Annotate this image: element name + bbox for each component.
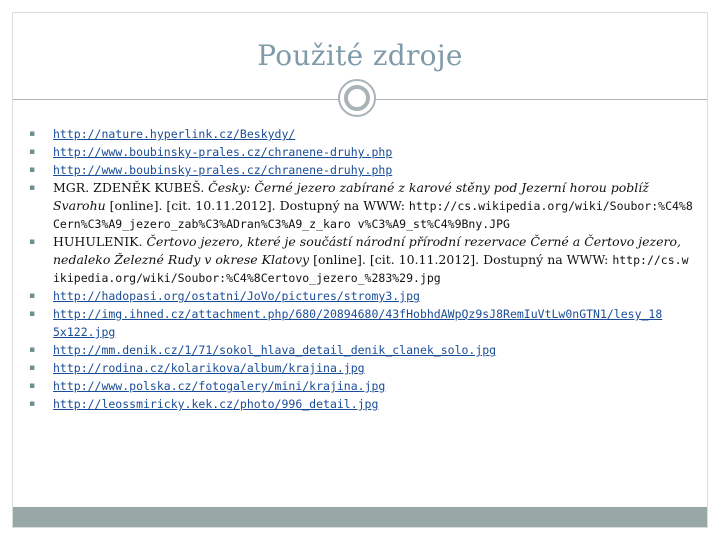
sources-list: [27, 125, 693, 413]
list-item: [27, 161, 693, 179]
list-item: [27, 377, 693, 395]
bullet-icon: ▪: [29, 147, 36, 157]
source-link[interactable]: http://rodina.cz/kolarikova/album/krajina.jpg: [53, 361, 365, 375]
list-item: [27, 125, 693, 143]
page-title: Použité zdroje: [257, 39, 463, 72]
bullet-icon: ▪: [29, 129, 36, 139]
source-link[interactable]: http://img.ihned.cz/attachment.php/680/20894680/43fHobhdAWpQz9sJ8RemIuVtLw0nGTN1/lesy_18 5x122.jpg: [53, 307, 663, 339]
footer-band: [13, 507, 707, 527]
list-item: [27, 287, 693, 305]
source-link[interactable]: http://leossmiricky.kek.cz/photo/996_detail.jpg: [53, 397, 379, 411]
bullet-icon: ▪: [29, 165, 36, 175]
list-item: [27, 395, 693, 413]
citation-author: MGR. ZDENĚK KUBEŠ.: [53, 180, 205, 195]
bullet-icon: ▪: [29, 183, 36, 193]
list-item: [27, 359, 693, 377]
circle-ornament-inner: [344, 85, 370, 111]
citation-details: [online]. [cit. 10.11.2012]. Dostupný na WWW:: [313, 252, 609, 267]
list-item: [27, 341, 693, 359]
source-link[interactable]: http://www.boubinsky-prales.cz/chranene-druhy.php: [53, 163, 393, 177]
citation-author: HUHULENIK.: [53, 234, 143, 249]
bullet-icon: ▪: [29, 399, 36, 409]
bullet-icon: ▪: [29, 381, 36, 391]
source-link[interactable]: http://hadopasi.org/ostatni/JoVo/pictures/stromy3.jpg: [53, 289, 420, 303]
slide: [12, 12, 708, 528]
bullet-icon: ▪: [29, 345, 36, 355]
list-item: [27, 305, 693, 341]
list-item: [27, 233, 693, 287]
bullet-icon: ▪: [29, 237, 36, 247]
citation-title: Česky: Černé jezero zabírané z karové stěny pod Jezerní horou poblíž Svarohu: [53, 180, 649, 213]
citation-details: [online]. [cit. 10.11.2012]. Dostupný na WWW:: [109, 198, 405, 213]
bullet-icon: ▪: [29, 291, 36, 301]
citation-title: Čertovo jezero, které je součástí národní přírodní rezervace Černé a Čertovo jezero, nedaleko Železné Rudy v okrese Klatovy: [53, 234, 681, 267]
source-link[interactable]: http://nature.hyperlink.cz/Beskydy/: [53, 127, 296, 141]
citation-url: http://cs.wikipedia.org/wiki/Soubor:%C4%8Cern%C3%A9_jezero_zab%C3%ADran%C3%A9_z_karo v%C3%A9_st%C4%9Bny.JPG: [53, 199, 693, 231]
circle-ornament-icon: [338, 79, 376, 117]
source-link[interactable]: http://mm.denik.cz/1/71/sokol_hlava_detail_denik_clanek_solo.jpg: [53, 343, 497, 357]
source-link[interactable]: http://www.boubinsky-prales.cz/chranene-druhy.php: [53, 145, 393, 159]
list-item: [27, 179, 693, 233]
source-link[interactable]: http://www.polska.cz/fotogalery/mini/krajina.jpg: [53, 379, 386, 393]
bullet-icon: ▪: [29, 309, 36, 319]
citation-url: http://cs.wikipedia.org/wiki/Soubor:%C4%8Certovo_jezero_%283%29.jpg: [53, 253, 689, 285]
bullet-icon: ▪: [29, 363, 36, 373]
list-item: [27, 143, 693, 161]
